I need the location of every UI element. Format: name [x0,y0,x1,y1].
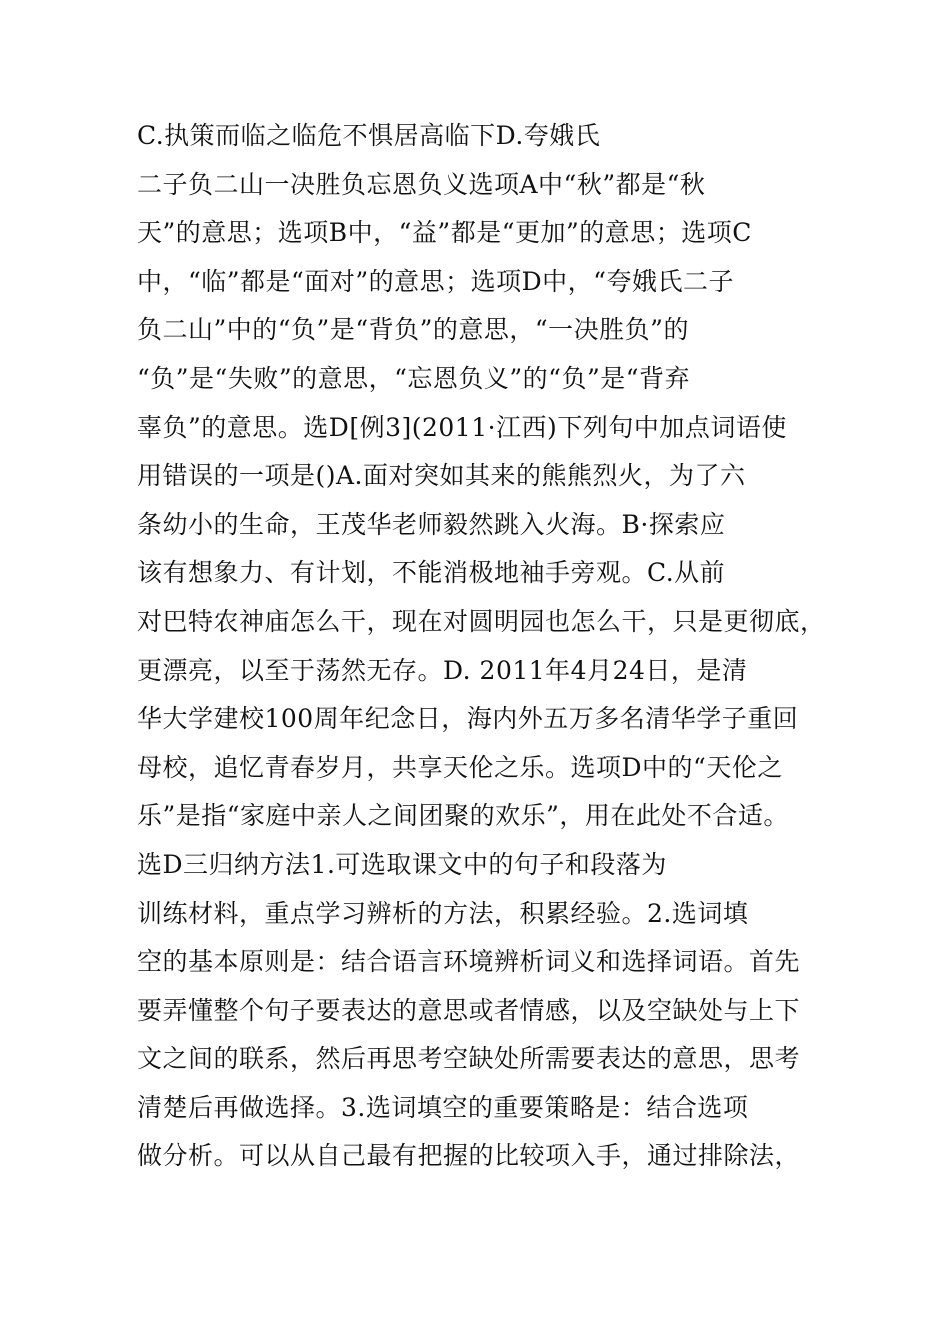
text-line: 用错误的一项是()A.面对突如其来的熊熊烈火，为了六 [137,461,746,491]
text-line: 二子负二山一决胜负忘恩负义选项A中“秋”都是“秋 [137,169,706,199]
text-line: 要弄懂整个句子要表达的意思或者情感，以及空缺处与上下 [137,995,801,1025]
text-line: 对巴特农神庙怎么干，现在对圆明园也怎么干，只是更彻底， [137,606,826,636]
text-line: 乐”是指“家庭中亲人之间团聚的欢乐”，用在此处不合适。 [137,801,789,831]
text-line: 天”的意思；选项B中，“益”都是“更加”的意思；选项C [137,218,752,248]
text-line: 辜负”的意思。选D[例3](2011·江西)下列句中加点词语使 [137,412,787,442]
text-line: 清楚后再做选择。3.选词填空的重要策略是：结合选项 [137,1092,749,1122]
body-text [137,112,837,1181]
text-line: 选D三归纳方法1.可选取课文中的句子和段落为 [137,849,667,879]
text-line: C.执策而临之临危不惧居高临下D.夸娥氏 [137,121,601,150]
text-line: 做分析。可以从自己最有把握的比较项入手，通过排除法， [137,1141,801,1171]
text-line: 负二山”中的“负”是“背负”的意思，“一决胜负”的 [137,315,689,345]
text-line: 更漂亮，以至于荡然无存。D. 2011年4月24日，是清 [137,655,748,685]
text-line: 训练材料，重点学习辨析的方法，积累经验。2.选词填 [137,898,749,928]
text-line: 文之间的联系，然后再思考空缺处所需要表达的意思，思考 [137,1044,801,1074]
text-line: 中，“临”都是“面对”的意思；选项D中，“夸娥氏二子 [137,266,734,296]
text-line: 该有想象力、有计划，不能消极地袖手旁观。C.从前 [137,558,726,588]
text-line: “负”是“失败”的意思，“忘恩负义”的“负”是“背弃 [137,363,691,393]
text-line: 条幼小的生命，王茂华老师毅然跳入火海。B·探索应 [137,509,726,539]
text-line: 空的基本原则是：结合语言环境辨析词义和选择词语。首先 [137,947,801,977]
text-line: 母校，追忆青春岁月，共享天伦之乐。选项D中的“天伦之 [137,752,783,782]
text-line: 华大学建校100周年纪念日，海内外五万多名清华学子重回 [137,704,799,734]
